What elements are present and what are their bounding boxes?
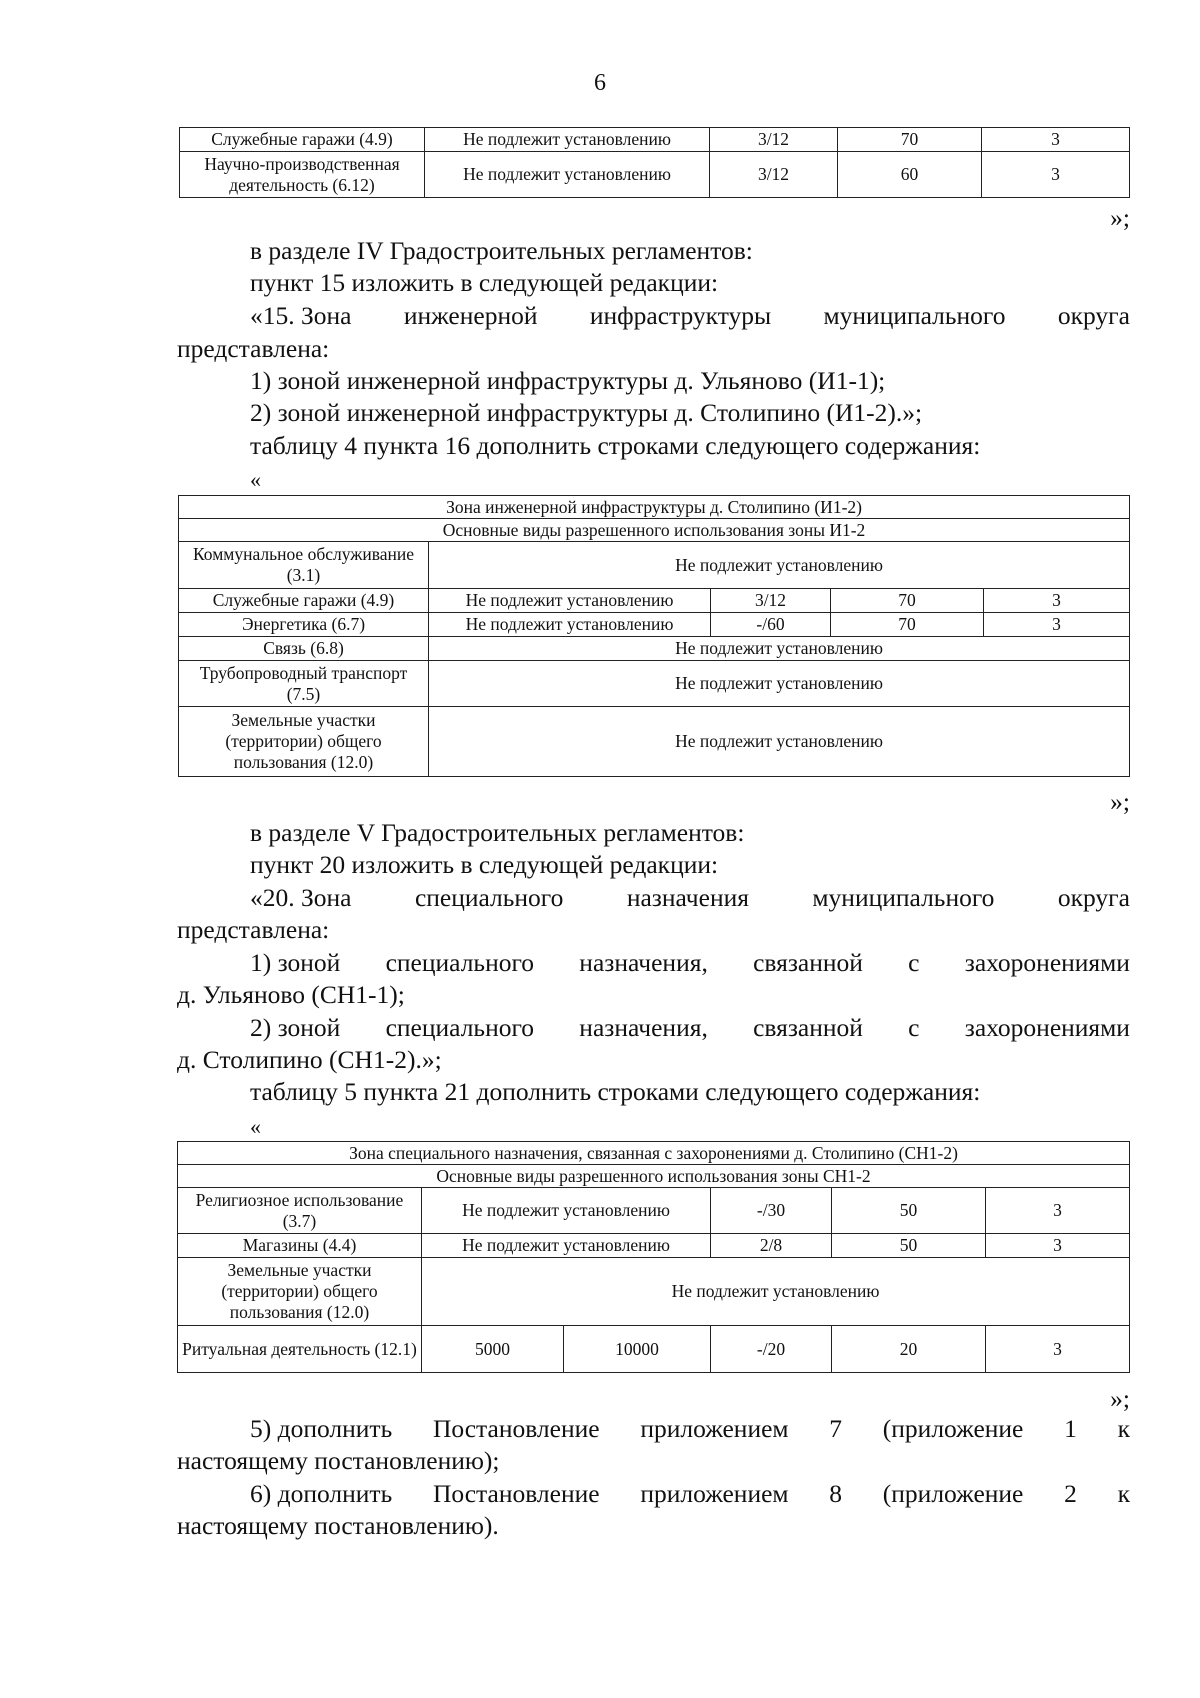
word: захоронениями: [964, 1013, 1130, 1042]
open-quote: «: [250, 1114, 261, 1139]
sec5-p20-cont: представлена:: [177, 915, 330, 944]
close-quote: »;: [1110, 1384, 1130, 1413]
item-5-cont: настоящему постановлению);: [177, 1446, 500, 1475]
sec4-line1: в разделе IV Градостроительных регламентов:: [250, 236, 753, 265]
word: 2) зоной: [250, 1013, 341, 1042]
close-quote: »;: [1110, 203, 1130, 232]
table-cell: 60: [838, 152, 982, 198]
sec4-p15: [250, 301, 1130, 331]
table-cell: Коммунальное обслуживание (3.1): [179, 542, 429, 589]
word: инженерной: [403, 301, 538, 330]
table-title: Зона инженерной инфраструктуры д. Столипино (И1-2): [179, 496, 1130, 519]
word: Постановление: [432, 1479, 600, 1508]
word: «15. Зона: [250, 301, 352, 330]
table-cell: Научно-производственная деятельность (6.12): [180, 152, 425, 198]
table-cell: Не подлежит установлению: [429, 613, 711, 637]
table-row: [179, 661, 1130, 707]
table-title-row: [178, 1142, 1130, 1165]
table-cell: 3: [982, 128, 1130, 152]
table-cell: 50: [832, 1234, 986, 1258]
table-title-row: [179, 496, 1130, 519]
sec4-item1: 1) зоной инженерной инфраструктуры д. Ульяново (И1-1);: [250, 366, 886, 395]
table-row: [180, 128, 1130, 152]
item-6-cont: настоящему постановлению).: [177, 1511, 499, 1540]
table-cell: 3: [984, 613, 1130, 637]
word: 2: [1064, 1479, 1077, 1508]
table-cell: -/60: [711, 613, 831, 637]
word: захоронениями: [964, 948, 1130, 977]
sec4-p15-cont: представлена:: [177, 334, 330, 363]
table-cell: Служебные гаражи (4.9): [179, 589, 429, 613]
table-row: [179, 589, 1130, 613]
table-cell: 3/12: [710, 152, 838, 198]
word: приложением: [640, 1479, 789, 1508]
word: инфраструктуры: [589, 301, 772, 330]
table-cell: 70: [831, 589, 984, 613]
table-row: [180, 152, 1130, 198]
word: к: [1117, 1479, 1130, 1508]
table-cell: Связь (6.8): [179, 637, 429, 661]
table-row: [178, 1234, 1130, 1258]
table-zone-i1-2: [178, 495, 1130, 777]
word: приложением: [640, 1414, 789, 1443]
table-cell: Ритуальная деятельность (12.1): [178, 1326, 422, 1373]
sec5-p20: [250, 883, 1130, 913]
word: с: [908, 1013, 920, 1042]
table-cell: Не подлежит установлению: [425, 128, 710, 152]
word: специального: [414, 883, 564, 912]
table-cell: -/30: [711, 1188, 832, 1234]
sec5-line2: пункт 20 изложить в следующей редакции:: [250, 850, 719, 879]
word: 7: [829, 1414, 843, 1443]
word: 8: [829, 1479, 843, 1508]
sec5-item2-cont: д. Столипино (СН1-2).»;: [177, 1045, 442, 1074]
item-6: [250, 1479, 1130, 1509]
word: округа: [1057, 883, 1130, 912]
word: назначения,: [579, 1013, 708, 1042]
sec5-table-intro: таблицу 5 пункта 21 дополнить строками следующего содержания:: [250, 1077, 981, 1106]
word: (приложение: [882, 1479, 1024, 1508]
word: назначения: [626, 883, 749, 912]
table-cell: Не подлежит установлению: [422, 1234, 711, 1258]
word: Постановление: [432, 1414, 600, 1443]
table-cell: Энергетика (6.7): [179, 613, 429, 637]
word: назначения,: [579, 948, 708, 977]
word: (приложение: [882, 1414, 1024, 1443]
table-subtitle-row: [179, 519, 1130, 542]
table-row: [179, 707, 1130, 777]
table-cell: 3: [986, 1234, 1130, 1258]
open-quote: «: [250, 467, 261, 492]
table-cell: Земельные участки (территории) общего пользования (12.0): [179, 707, 429, 777]
word: муниципального: [812, 883, 995, 912]
sec4-item2: 2) зоной инженерной инфраструктуры д. Столипино (И1-2).»;: [250, 398, 923, 427]
word: связанной: [753, 1013, 863, 1042]
table-subtitle-row: [178, 1165, 1130, 1188]
sec5-line1: в разделе V Градостроительных регламентов:: [250, 818, 745, 847]
table-cell: 3: [986, 1326, 1130, 1373]
table-subtitle: Основные виды разрешенного использования зоны И1-2: [179, 519, 1130, 542]
table-cell: 3/12: [711, 589, 831, 613]
table-cell: Не подлежит установлению: [429, 661, 1130, 707]
table-row: [179, 637, 1130, 661]
word: с: [908, 948, 920, 977]
word: специального: [385, 948, 535, 977]
table-cell: Не подлежит установлению: [422, 1188, 711, 1234]
table-cell: 70: [838, 128, 982, 152]
table-cell: 2/8: [711, 1234, 832, 1258]
sec5-item2: [250, 1013, 1130, 1043]
sec4-line2: пункт 15 изложить в следующей редакции:: [250, 268, 719, 297]
table-cell: 3/12: [710, 128, 838, 152]
table-cell: Служебные гаражи (4.9): [180, 128, 425, 152]
table-cell: 5000: [422, 1326, 564, 1373]
page-number: 6: [594, 70, 606, 96]
table-top: [179, 127, 1130, 198]
sec5-item1: [250, 948, 1130, 978]
table-zone-sn1-2: [177, 1141, 1130, 1373]
word: к: [1117, 1414, 1130, 1443]
table-cell: Земельные участки (территории) общего пользования (12.0): [178, 1258, 422, 1326]
table-cell: Не подлежит установлению: [429, 637, 1130, 661]
sec4-table-intro: таблицу 4 пункта 16 дополнить строками следующего содержания:: [250, 431, 981, 460]
word: округа: [1057, 301, 1130, 330]
word: 1) зоной: [250, 948, 341, 977]
table-subtitle: Основные виды разрешенного использования зоны СН1-2: [178, 1165, 1130, 1188]
table-row: [179, 613, 1130, 637]
table-cell: Не подлежит установлению: [429, 589, 711, 613]
word: специального: [385, 1013, 535, 1042]
table-cell: Трубопроводный транспорт (7.5): [179, 661, 429, 707]
table-cell: -/20: [711, 1326, 832, 1373]
sec5-item1-cont: д. Ульяново (СН1-1);: [177, 980, 405, 1009]
word: связанной: [753, 948, 863, 977]
table-cell: Не подлежит установлению: [429, 542, 1130, 589]
table-cell: 50: [832, 1188, 986, 1234]
table-cell: 3: [986, 1188, 1130, 1234]
word: 1: [1064, 1414, 1077, 1443]
word: муниципального: [823, 301, 1006, 330]
table-cell: Не подлежит установлению: [429, 707, 1130, 777]
table-cell: 10000: [564, 1326, 711, 1373]
close-quote: »;: [1110, 787, 1130, 816]
table-title: Зона специального назначения, связанная с захоронениями д. Столипино (СН1-2): [178, 1142, 1130, 1165]
table-cell: 20: [832, 1326, 986, 1373]
table-cell: 3: [982, 152, 1130, 198]
table-cell: Не подлежит установлению: [425, 152, 710, 198]
word: «20. Зона: [250, 883, 352, 912]
table-cell: Магазины (4.4): [178, 1234, 422, 1258]
item-5: [250, 1414, 1130, 1444]
word: 6) дополнить: [250, 1479, 393, 1508]
table-row: [179, 542, 1130, 589]
table-row: [178, 1326, 1130, 1373]
table-row: [178, 1258, 1130, 1326]
table-cell: 70: [831, 613, 984, 637]
table-cell: Религиозное использование (3.7): [178, 1188, 422, 1234]
table-row: [178, 1188, 1130, 1234]
word: 5) дополнить: [250, 1414, 393, 1443]
table-cell: 3: [984, 589, 1130, 613]
table-cell: Не подлежит установлению: [422, 1258, 1130, 1326]
